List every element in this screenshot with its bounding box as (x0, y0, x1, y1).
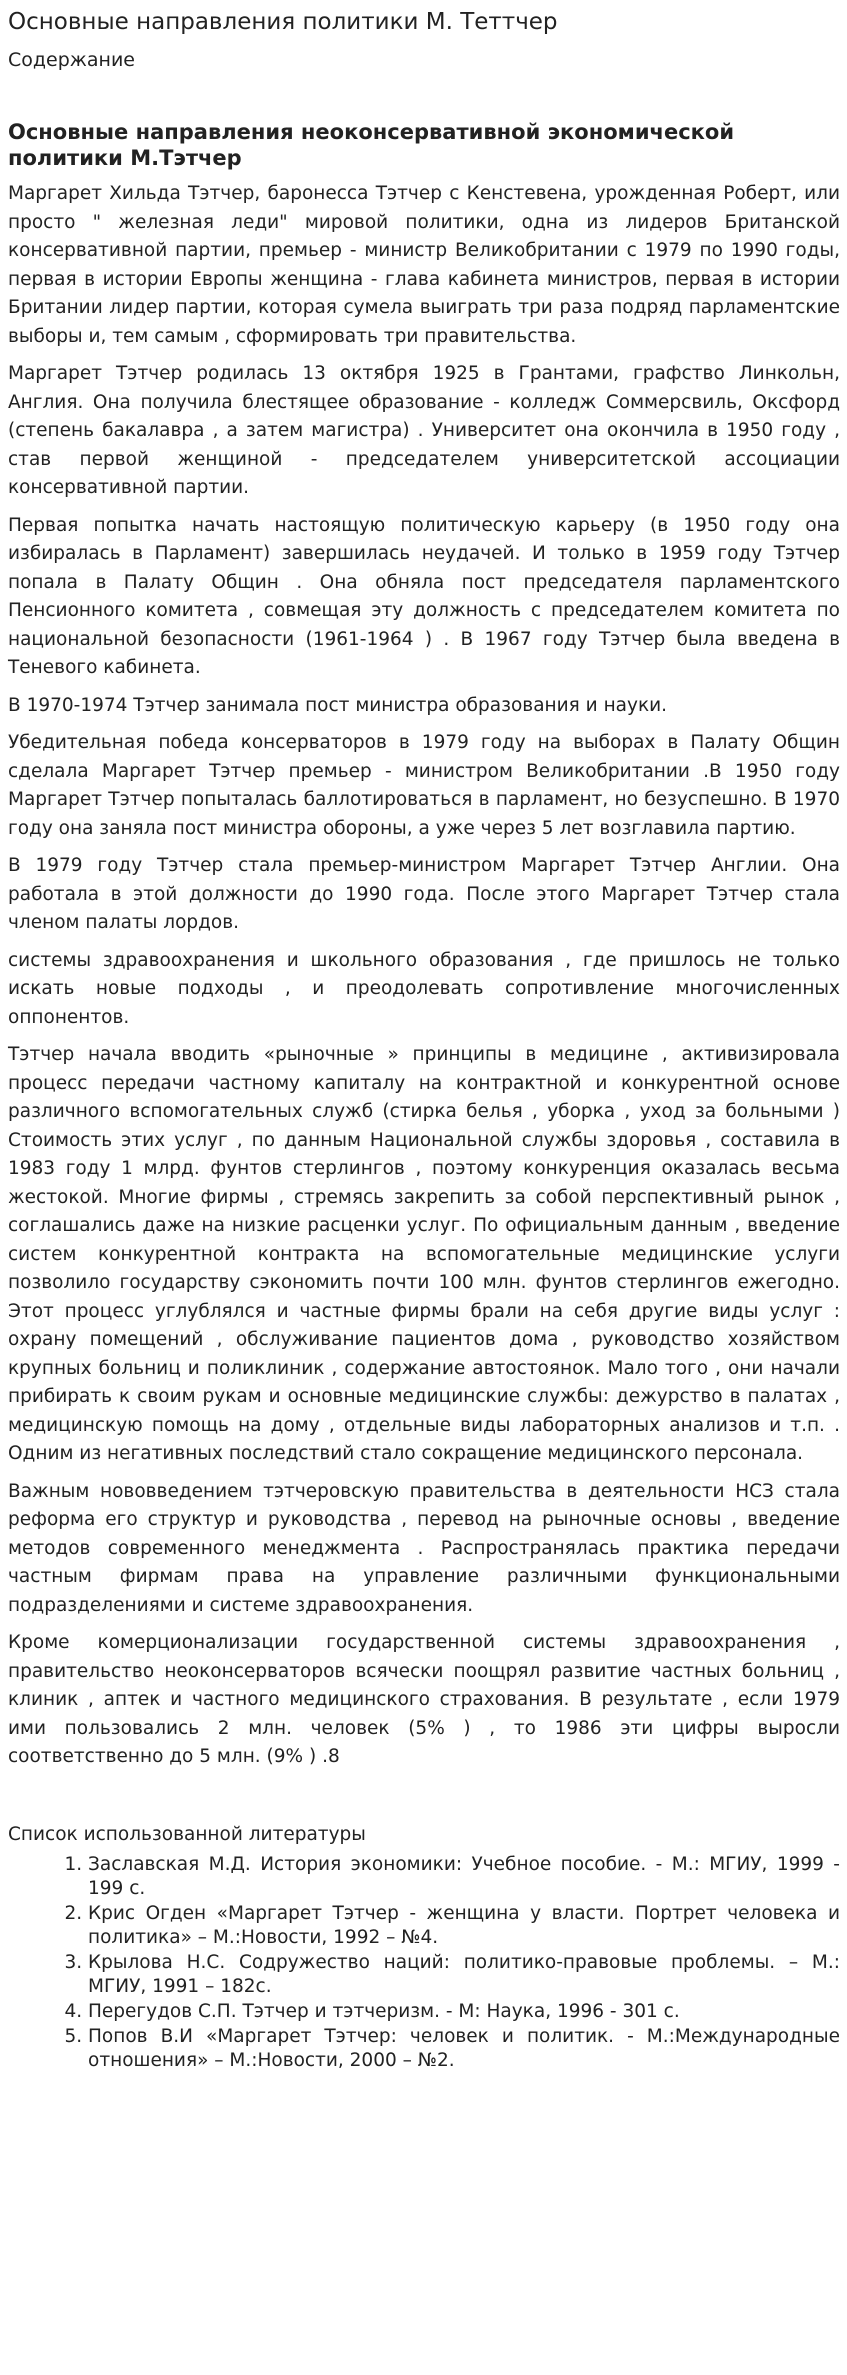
bibliography-item: 2. Крис Огден «Маргарет Тэтчер - женщина у власти. Портрет человека и политика» – М.:Новости, 1992 – №4. (88, 1902, 840, 1950)
document-page (0, 7, 847, 2073)
paragraph-6: В 1979 году Тэтчер стала премьер-министром Маргарет Тэтчер Англии. Она работала в этой должности до 1990 года. После этого Маргарет Тэтчер стала членом палаты лордов. (8, 855, 840, 933)
bibliography-item: 4. Перегудов С.П. Тэтчер и тэтчеризм. - М: Наука, 1996 - 301 с. (88, 2000, 840, 2024)
toc-link[interactable]: Содержание (8, 49, 135, 71)
paragraph-2: Маргарет Тэтчер родилась 13 октября 1925 в Грантами, графство Линкольн, Англия. Она получила блестящее образование - колледж Соммерсвиль, Оксфорд (степень бакалавра , а затем магистра) . Университет она окончила в 1950 году , став первой женщиной - председателем университетской ассоциации консервативной партии. (8, 363, 840, 498)
paragraph-10: Кроме комерционализации государственной системы здравоохранения , правительство неоконсерваторов всячески поощрял развитие частных больниц , клиник , аптек и частного медицинского страхования. В результате , если 1979 ими пользовались 2 млн. человек (5% ) , то 1986 эти цифры выросли соответственно до 5 млн. (9% ) .8 (8, 1632, 840, 1767)
paragraph-7: системы здравоохранения и школьного образования , где пришлось не только искать новые подходы , и преодолевать сопротивление многочисленных оппонентов. (8, 949, 840, 1028)
document-title: Основные направления политики М. Теттчер (8, 9, 558, 35)
paragraph-1: Маргарет Хильда Тэтчер, баронесса Тэтчер с Кенстевена, урожденная Роберт, или просто " железная леди" мировой политики, одна из лидеров Британской консервативной партии, премьер - министр Великобритании с 1979 по 1990 годы, первая в истории Европы женщина - глава кабинета министров, первая в истории Британии лидер партии, которая сумела выиграть три раза подряд парламентские выборы и, тем самым , сформировать три правительства. (8, 183, 840, 347)
paragraph-8: Тэтчер начала вводить «рыночные » принципы в медицине , активизировала процесс передачи частному капиталу на контрактной и конкурентной основе различного вспомогательных служб (стирка белья , уборка , уход за больными ) Стоимость этих услуг , по данным Национальной службы здоровья , составила в 1983 году 1 млрд. фунтов стерлингов , поэтому конкуренция оказалась весьма жестокой. Многие фирмы , стремясь закрепить за собой перспективный рынок , соглашались даже на низкие расценки услуг. По официальным данным , введение систем конкурентной контракта на вспомогательные медицинские услуги позволило государству сэкономить почти 100 млн. фунтов стерлингов ежегодно. Этот процесс углублялся и частные фирмы брали на себя другие виды услуг : охрану помещений , обслуживание пациентов дома , руководство хозяйством крупных больниц и поликлиник , содержание автостоянок. Мало того , они начали прибирать к своим рукам и основные медицинские службы: дежурство в палатах , медицинскую помощь на дому , отдельные виды лабораторных анализов и т.п. . Одним из негативных последствий стало сокращение медицинского персонала. (8, 1044, 840, 1464)
bibliography-item: 3. Крылова Н.С. Содружество наций: политико-правовые проблемы. – М.: МГИУ, 1991 – 182с. (88, 1951, 840, 1999)
section-heading: Основные направления неоконсервативной экономической политики М.Тэтчер (8, 120, 735, 170)
paragraph-3: Первая попытка начать настоящую политическую карьеру (в 1950 году она избиралась в Парламент) завершилась неудачей. И только в 1959 году Тэтчер попала в Палату Общин . Она обняла пост председателя парламентского Пенсионного комитета , совмещая эту должность с председателем комитета по национальной безопасности (1961-1964 ) . В 1967 году Тэтчер была введена в Теневого кабинета. (8, 514, 840, 678)
bibliography-list (8, 1853, 840, 2073)
paragraph-5: Убедительная победа консерваторов в 1979 году на выборах в Палату Общин сделала Маргарет Тэтчер премьер - министром Великобритании .В 1950 году Маргарет Тэтчер попыталась баллотироваться в парламент, но безуспешно. В 1970 году она заняла пост министра обороны, а уже через 5 лет возглавила партию. (8, 732, 840, 839)
bibliography-item: 5. Попов В.И «Маргарет Тэтчер: человек и политик. - М.:Международные отношения» – М.:Новости, 2000 – №2. (88, 2025, 840, 2073)
paragraph-9: Важным нововведением тэтчеровскую правительства в деятельности НСЗ стала реформа его структур и руководства , перевод на рыночные основы , введение методов современного менеджмента . Распространялась практика передачи частным фирмам права на управление различными функциональными подразделениями и системе здравоохранения. (8, 1480, 840, 1616)
bibliography-item: 1. Заславская М.Д. История экономики: Учебное пособие. - М.: МГИУ, 1999 - 199 с. (88, 1853, 840, 1901)
paragraph-4: В 1970-1974 Тэтчер занимала пост министра образования и науки. (8, 694, 668, 716)
bibliography-title: Список использованной литературы (8, 1823, 366, 1845)
